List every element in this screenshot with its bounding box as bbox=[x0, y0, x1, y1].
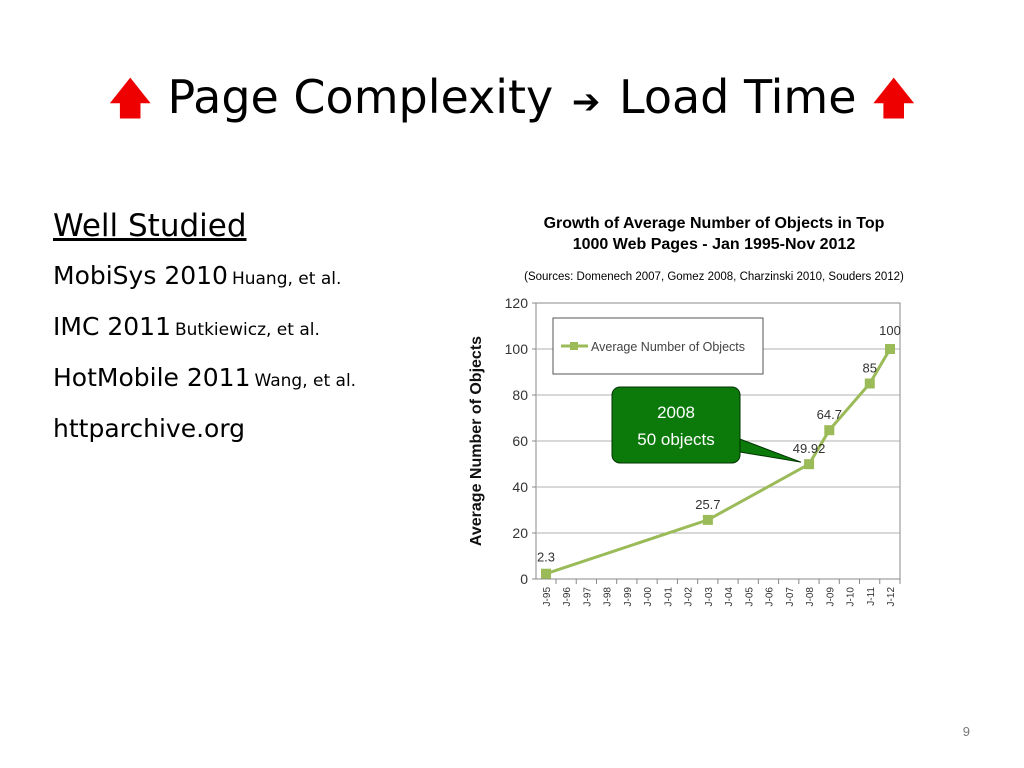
data-label: 85 bbox=[862, 360, 877, 376]
x-tick-label: J-95 bbox=[542, 587, 553, 607]
y-tick-label: 100 bbox=[504, 341, 528, 357]
page-number: 9 bbox=[962, 724, 970, 739]
data-point bbox=[885, 344, 895, 354]
reference-authors: Huang, et al. bbox=[231, 269, 342, 289]
x-tick-label: J-04 bbox=[724, 587, 736, 607]
references-heading: Well Studied bbox=[53, 208, 247, 244]
x-tick-label: J-99 bbox=[622, 587, 634, 607]
y-tick-label: 80 bbox=[512, 387, 528, 403]
x-tick-label: J-06 bbox=[764, 587, 776, 607]
chart-subtitle: (Sources: Domenech 2007, Gomez 2008, Charzinski 2010, Souders 2012) bbox=[524, 271, 904, 283]
up-arrow-icon: 🡅 bbox=[871, 73, 917, 124]
data-point bbox=[824, 425, 834, 435]
data-label: 64.7 bbox=[816, 407, 842, 423]
data-point bbox=[804, 459, 814, 469]
reference-venue: MobiSys 2010 bbox=[53, 261, 228, 290]
x-tick-label: J-01 bbox=[663, 587, 675, 607]
x-tick-label: J-07 bbox=[784, 587, 796, 607]
legend-marker bbox=[570, 342, 578, 350]
reference-venue: httparchive.org bbox=[53, 414, 246, 443]
x-tick-label: J-10 bbox=[845, 587, 857, 607]
x-tick-label: J-98 bbox=[602, 587, 614, 607]
callout-box bbox=[612, 387, 740, 463]
reference-venue: IMC 2011 bbox=[53, 312, 171, 341]
data-point bbox=[541, 569, 551, 579]
data-label: 2.3 bbox=[536, 549, 556, 565]
y-tick-label: 120 bbox=[504, 295, 528, 311]
reference-venue: HotMobile 2011 bbox=[53, 363, 251, 392]
data-label: 100 bbox=[879, 323, 901, 338]
x-tick-label: J-03 bbox=[703, 587, 715, 607]
y-tick-label: 60 bbox=[512, 433, 528, 449]
y-tick-label: 20 bbox=[512, 525, 528, 541]
x-tick-label: J-02 bbox=[683, 587, 695, 607]
legend-label: Average Number of Objects bbox=[591, 340, 746, 354]
x-tick-label: J-08 bbox=[805, 587, 817, 607]
x-tick-label: J-96 bbox=[562, 587, 574, 607]
y-tick-label: 0 bbox=[520, 571, 528, 587]
right-arrow-icon: ➔ bbox=[571, 82, 601, 122]
reference-authors: Butkiewicz, et al. bbox=[174, 320, 320, 340]
x-tick-label: J-09 bbox=[825, 587, 837, 607]
x-tick-label: J-05 bbox=[744, 587, 756, 607]
x-tick-label: J-11 bbox=[865, 587, 877, 606]
data-label: 49.92 bbox=[792, 441, 826, 457]
x-tick-label: J-12 bbox=[886, 587, 897, 607]
data-point bbox=[865, 379, 875, 389]
data-point bbox=[703, 515, 713, 525]
chart-title-line-2: 1000 Web Pages - Jan 1995-Nov 2012 bbox=[572, 236, 856, 253]
x-tick-label: J-00 bbox=[643, 587, 655, 607]
y-tick-label: 40 bbox=[512, 479, 528, 495]
up-arrow-icon: 🡅 bbox=[107, 73, 153, 124]
y-axis-label: Average Number of Objects bbox=[468, 335, 485, 547]
title-left: Page Complexity bbox=[167, 70, 554, 124]
data-label: 25.7 bbox=[695, 496, 721, 512]
callout-line-1: 2008 bbox=[657, 403, 695, 422]
x-tick-label: J-97 bbox=[582, 587, 594, 607]
reference-authors: Wang, et al. bbox=[254, 371, 357, 391]
callout-line-2: 50 objects bbox=[637, 430, 715, 449]
title-right: Load Time bbox=[619, 70, 857, 124]
chart-title-line-1: Growth of Average Number of Objects in Top bbox=[543, 215, 885, 232]
